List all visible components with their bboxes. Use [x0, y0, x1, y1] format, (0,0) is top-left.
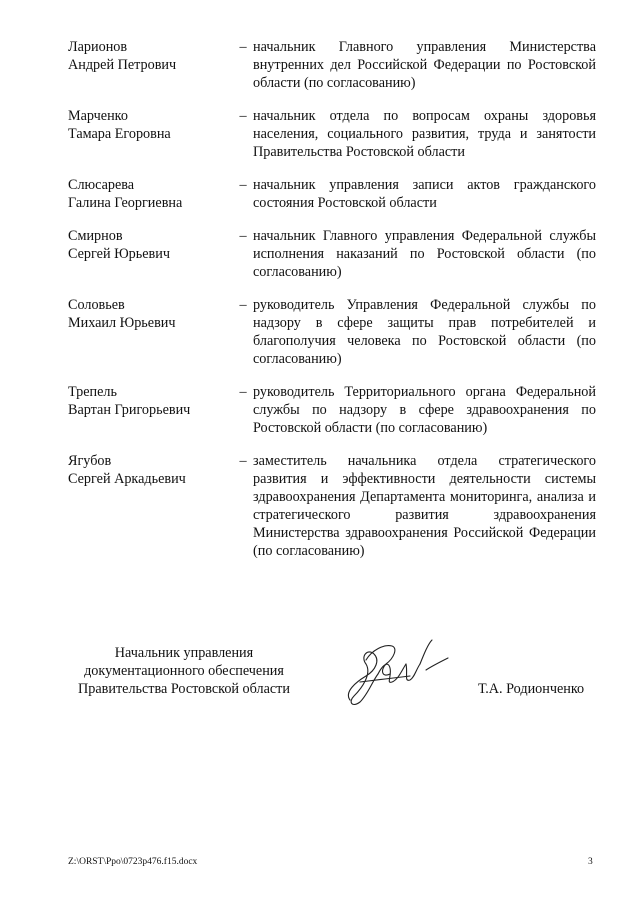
signatory-title-line: Правительства Ростовской области	[78, 681, 290, 697]
member-name	[68, 452, 233, 560]
member-position: руководитель Управления Федеральной службы по надзору в сфере защиты прав потребителей и благополучия человека по Ростовской области (по согласованию)	[253, 297, 596, 367]
member-surname: Трепель	[68, 384, 117, 400]
dash: –	[239, 228, 247, 244]
member-surname: Марченко	[68, 108, 128, 124]
signatory-title-line: документационного обеспечения	[84, 663, 284, 679]
list-item	[68, 452, 596, 560]
member-given-name: Михаил Юрьевич	[68, 315, 176, 331]
member-surname: Ягубов	[68, 453, 112, 469]
member-position: начальник Главного управления Министерства внутренних дел Российской Федерации по Ростовской области (по согласованию)	[253, 39, 596, 91]
member-position: начальник отдела по вопросам охраны здоровья населения, социального развития, труда и занятости Правительства Ростовской области	[253, 108, 596, 160]
dash: –	[239, 453, 247, 469]
dash: –	[239, 108, 247, 124]
member-surname: Слюсарева	[68, 177, 135, 193]
signature-image	[336, 630, 456, 712]
list-item	[68, 227, 596, 281]
member-position: руководитель Территориального органа Федеральной службы по надзору в сфере здравоохранения по Ростовской области (по согласованию)	[253, 384, 596, 436]
dash: –	[239, 297, 247, 313]
dash: –	[239, 177, 247, 193]
member-name	[68, 38, 233, 92]
dash: –	[239, 39, 247, 55]
member-given-name: Сергей Аркадьевич	[68, 471, 186, 487]
member-given-name: Вартан Григорьевич	[68, 402, 191, 418]
signatory-title	[60, 644, 308, 698]
member-surname: Ларионов	[68, 39, 128, 55]
member-name	[68, 296, 233, 368]
dash: –	[239, 384, 247, 400]
member-name	[68, 227, 233, 281]
list-item	[68, 176, 596, 212]
member-position: начальник Главного управления Федеральной службы исполнения наказаний по Ростовской области (по согласованию)	[253, 228, 596, 280]
list-item	[68, 296, 596, 368]
member-name	[68, 107, 233, 161]
list-item	[68, 383, 596, 437]
member-given-name: Галина Георгиевна	[68, 195, 183, 211]
page-number: 3	[588, 857, 593, 867]
member-position: заместитель начальника отдела стратегического развития и эффективности деятельности системы здравоохранения Департамента мониторинга, анализа и стратегического развития здравоохранения Министерства здравоохранения Российской Федерации (по согласованию)	[253, 453, 596, 559]
member-given-name: Тамара Егоровна	[68, 126, 171, 142]
member-name	[68, 176, 233, 212]
list-item	[68, 38, 596, 92]
list-item	[68, 107, 596, 161]
signatory-title-line: Начальник управления	[114, 645, 254, 661]
member-given-name: Андрей Петрович	[68, 57, 177, 73]
member-position: начальник управления записи актов гражданского состояния Ростовской области	[253, 177, 596, 211]
member-surname: Соловьев	[68, 297, 125, 313]
member-list	[68, 38, 596, 575]
member-surname: Смирнов	[68, 228, 123, 244]
signer-name: Т.А. Родионченко	[478, 681, 585, 697]
member-name	[68, 383, 233, 437]
footer-file-path: Z:\ORST\Ppo\0723p476.f15.docx	[68, 857, 198, 867]
member-given-name: Сергей Юрьевич	[68, 246, 170, 262]
